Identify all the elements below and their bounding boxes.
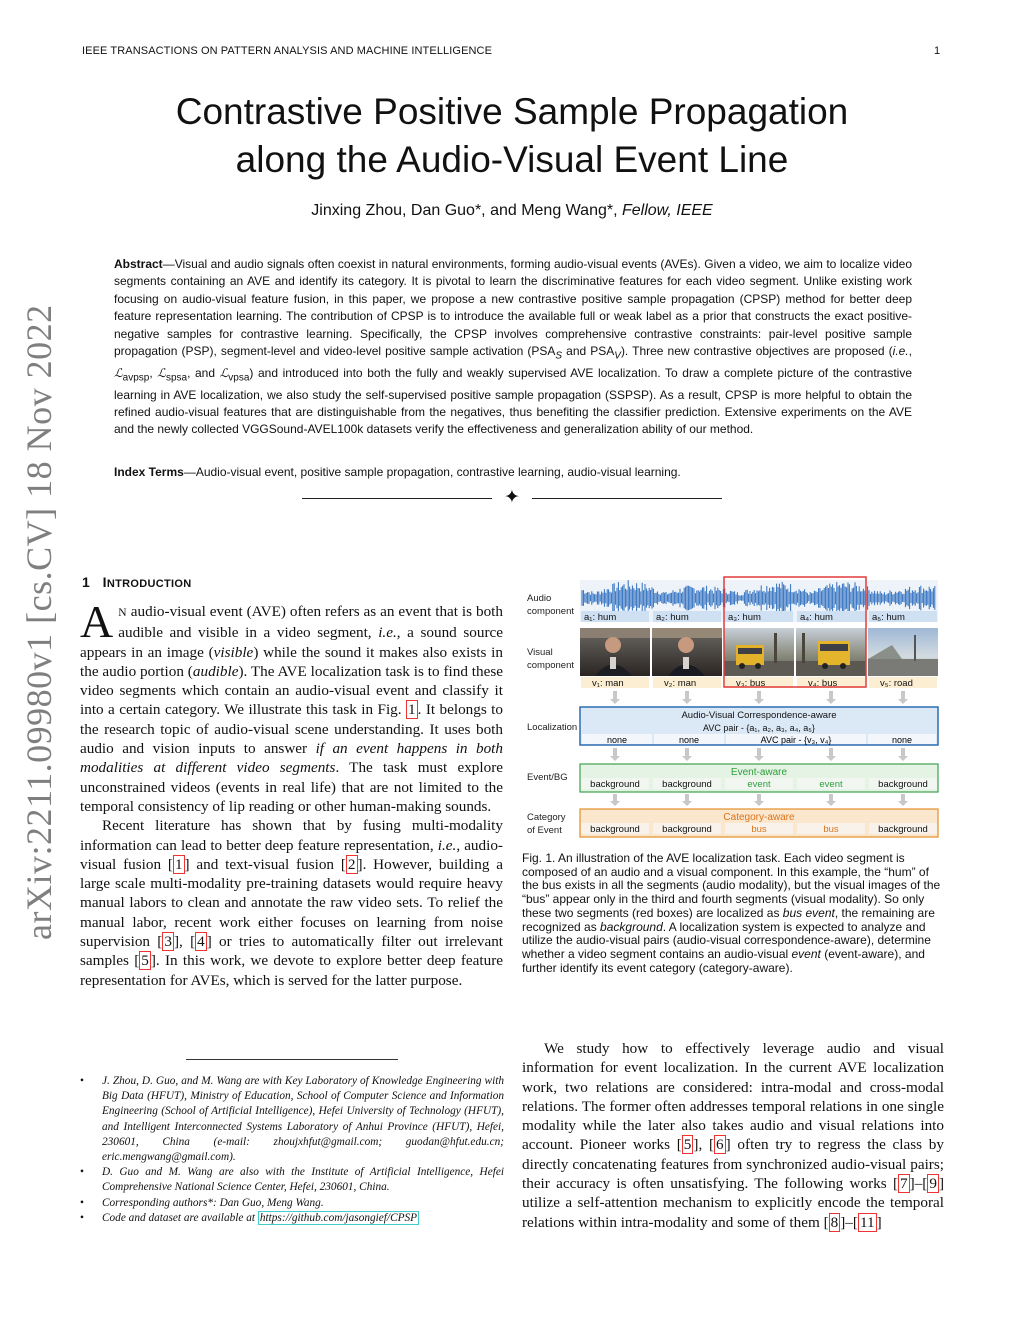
down-arrow-icon bbox=[898, 748, 908, 761]
cell-label: background bbox=[662, 779, 712, 790]
caption-text: Fig. 1. An illustration of the AVE localization task. Each video segment is composed of an audio and a visual component. In this example, the “hum” of the bus exists in all the segments (audio modality), but the visual images of the “bus” appear only in the third and fourth segments (visual modality). So only these two segments (red boxes) are localized as bbox=[522, 851, 941, 920]
down-arrow-icon bbox=[610, 794, 620, 806]
category-title: Category-aware bbox=[723, 812, 795, 823]
citation-link[interactable]: 7 bbox=[900, 1175, 908, 1193]
body-text: , bbox=[698, 1136, 709, 1154]
cell-label: background bbox=[878, 779, 928, 790]
intro-text: . It belongs to the research topic of audio-visual scene understanding. It uses both audio and vision inputs to answer bbox=[80, 701, 503, 758]
fig-ref-link[interactable]: 1 bbox=[408, 701, 416, 719]
audio-tag-label: a₄: hum bbox=[800, 612, 833, 623]
citation-link[interactable]: 5 bbox=[141, 952, 149, 970]
lead-letter: N bbox=[118, 607, 127, 619]
index-terms-text: —Audio-visual event, positive sample propagation, contrastive learning, audio-visual learning. bbox=[183, 465, 681, 479]
code-link[interactable]: https://github.com/jasongief/CPSP bbox=[259, 1211, 418, 1224]
intro-text: audio-visual event (AVE) often refers as an event that is both audible and visible in a video segment, bbox=[118, 603, 503, 642]
body-text: – bbox=[845, 1213, 853, 1231]
abstract-text-a: —Visual and audio signals often coexist in natural environments, forming audio-visual events (AVEs). Given a video, we aim to localize video segments containing an AVE and identify its category. It is pivotal to learn the discriminative features for each video segment. Unlike existing work focusing on audio-visual feature fusion, in this paper, we propose a new contrastive positive sample propagation (CPSP) method for better deep feature representation learning. The contribution of CPSP is to introduce the available full or weak label as a prior that constructs the exact positive-negative samples for contrastive learning. Specifically, the CPSP involves comprehensive contrastive constraints: pair-level positive sample propagation (PSP), segment-level and video-level positive sample activation (PSA bbox=[114, 257, 912, 359]
caption-event: event bbox=[791, 946, 821, 961]
footnote-rule bbox=[186, 1059, 398, 1060]
down-arrow-icon bbox=[754, 794, 764, 806]
caption-text: , the remaining are recognized as bbox=[522, 905, 935, 934]
section-rest: NTRODUCTION bbox=[106, 578, 192, 590]
visual-tag-label: v₅: road bbox=[880, 678, 913, 689]
label-category-1: Category bbox=[527, 812, 566, 823]
authors bbox=[100, 202, 924, 220]
index-terms-label: Index Terms bbox=[114, 465, 184, 479]
footnote-3: • Corresponding authors*: Dan Guo, Meng Wang. bbox=[102, 1196, 504, 1211]
cell-label: background bbox=[662, 824, 712, 835]
label-category-2: of Event bbox=[527, 825, 562, 836]
cell-label: event bbox=[747, 779, 771, 790]
paper-title bbox=[100, 88, 924, 184]
frame-4 bbox=[796, 628, 866, 676]
intro-text: and text-visual fusion bbox=[189, 855, 341, 873]
right-paragraph: We study how to effectively leverage audio and visual information for event localization. In the current AVE localization work, two relations are considered: intra-modal and cross-modal relations. The former often addresses temporal relations in one single modality while the later also takes audio and visual relations into account. Pioneer works [ 5 ], [ 6 ] often try to regress the class by directly concatenating features from synchronized audio-visual pairs; their accuracy is often unsatisfying. The following works [ 7 ]–[ 9 ] utilize a self-attention mechanism to explicitly encode the temporal relations within intra-modality and some of them [ 8 ]–[ 11 ] bbox=[522, 1040, 944, 1231]
page-number: 1 bbox=[934, 45, 941, 57]
loss-spsa: spsa bbox=[165, 372, 188, 384]
label-event-bg: Event/BG bbox=[527, 772, 568, 783]
intro-text: Recent literature has shown that by fusing multi-modality information can lead to better deep feature representation, bbox=[80, 817, 503, 854]
avc-title: Audio-Visual Correspondence-aware bbox=[681, 710, 837, 721]
section-divider bbox=[302, 486, 722, 509]
visual-tag-label: v₂: man bbox=[664, 678, 697, 689]
caption-text: (event-aware), and further identify its event category (category-aware). bbox=[522, 946, 925, 975]
citation-link[interactable]: 1 bbox=[174, 855, 183, 873]
abstract-text-c: ). Three new contrastive objectives are proposed ( bbox=[620, 344, 893, 359]
body-text: – bbox=[914, 1175, 923, 1193]
down-arrow-icon bbox=[826, 794, 836, 806]
visual-tag-label: v₃: bus bbox=[736, 678, 766, 689]
avc-pair-all: AVC pair - {a₁, a₂, a₃, a₄, a₅} bbox=[703, 723, 815, 733]
cell-label: bus bbox=[751, 824, 767, 835]
video-frames bbox=[580, 628, 938, 676]
intro-text: , a sound source appears in an image ( bbox=[80, 624, 503, 661]
label-visual-2: component bbox=[527, 660, 575, 671]
divider-star-icon: ✦ bbox=[504, 486, 520, 508]
psa-v-sub: V bbox=[614, 350, 621, 362]
frame-5 bbox=[868, 628, 938, 676]
citation-link[interactable]: 2 bbox=[347, 855, 356, 873]
abstract-text-e: ) and introduced into both the fully and weakly supervised AVE localization. To draw a complete picture of the contrastive learning in AVE localization, we also study the self-supervised positive sample propagation (SSPSP). As a result, CPSP is more helpful to obtain the refined audio-visual features that are distinguishable from the negatives, thus benefiting the classifier prediction. Extensive experiments on the AVE and the newly collected VGGSound-AVEL100k datasets verify the effectiveness and generalization ability of our method. bbox=[114, 365, 912, 437]
down-arrow-icon bbox=[898, 691, 908, 704]
caption-background: background bbox=[600, 919, 663, 934]
body-text: We study how to effectively leverage audio and visual information for event localization. In the current AVE localization work, two relations are considered: intra-modal and cross-modal relations. The former often addresses temporal relations in one single modality while the later also takes audio and visual relations into account. Pioneer works bbox=[522, 1040, 944, 1154]
title-line-2: along the Audio-Visual Event Line bbox=[235, 139, 789, 180]
avc-none-5: none bbox=[891, 735, 913, 745]
caption-text: . A localization system is expected to analyze and utilize the audio-visual pairs (audio-visual correspondence-aware), determine whether a video segment contains an audio-visual bbox=[522, 919, 931, 961]
running-head: IEEE TRANSACTIONS ON PATTERN ANALYSIS AND MACHINE INTELLIGENCE bbox=[82, 45, 493, 57]
loss-avpsp: avpsp bbox=[122, 372, 150, 384]
intro-text: . In this work, we devote to explore better deep feature representation for AVEs, which is served for the latter purpose. bbox=[80, 952, 503, 989]
abstract: Abstract—Visual and audio signals often coexist in natural environments, forming audio-visual events (AVEs). Given a video, we aim to localize video segments containing an AVE and identify its category. It is pivotal to learn the discriminative features for each video segment. Unlike existing work focusing on audio-visual feature fusion, in this paper, we propose a new contrastive positive sample propagation (CPSP) method for better deep feature representation learning. The contribution of CPSP is to introduce the available full or weak label as a prior that constructs the exact positive-negative samples for contrastive learning. Specifically, the CPSP involves comprehensive contrastive constraints: pair-level positive sample propagation (PSP), segment-level and video-level positive sample activation ($PSA_S$ and $PSA_V$). Three new contrastive objectives are proposed (i.e., ℒ$_{avpsp}$, ℒ$_{spsa}$, and ℒ$_{vpsa}$) and introduced into both the fully and weakly supervised AVE localization. To draw a complete picture of the contrastive learning in AVE localization, we also study the self-supervised positive sample propagation (SSPSP). As a result, CPSP is more helpful to obtain the refined audio-visual features that are distinguishable from the negatives, thus benefiting the classifier prediction. Extensive experiments on the AVE and the newly collected VGGSound-AVEL100k datasets verify the effectiveness and generalization ability of our method. bbox=[114, 257, 913, 437]
abstract-text-d: , bbox=[908, 344, 913, 359]
footnote-1: • J. Zhou, D. Guo, and M. Wang are with Key Laboratory of Knowledge Engineering with Big Data (HFUT), Ministry of Education, School of Computer Science and Information Engineering (School of Artificial Intelligence), Hefei University of Technology (HFUT), and Intelligent Interconnected Systems Laboratory of Anhui Province (HFUT), Hefei, 230601, China (e-mail: zhoujxhfut@gmail.com; guodan@hfut.edu.cn; eric.mengwang@gmail.com). bbox=[102, 1074, 504, 1165]
citation-link[interactable]: 4 bbox=[197, 933, 205, 951]
index-terms bbox=[114, 465, 912, 479]
citation-link[interactable]: 3 bbox=[164, 933, 172, 951]
event-title: Event-aware bbox=[730, 767, 788, 778]
cell-label: background bbox=[590, 779, 640, 790]
intro-text: . However, building a large scale multi-modality pre-training datasets would require heavy manual labors to clean and annotate the raw video sets. To relief the manual labor, recent work either focuses on learning from noise supervision bbox=[80, 855, 504, 951]
arxiv-stamp: arXiv:2211.09980v1 [cs.CV] 18 Nov 2022 bbox=[19, 304, 59, 940]
down-arrow-icon bbox=[754, 691, 764, 704]
section-number: 1 bbox=[82, 574, 91, 590]
audio-tag-label: a₁: hum bbox=[584, 612, 617, 623]
footnote-4-lead: Code and dataset are available at bbox=[102, 1211, 258, 1224]
question-text: if an event happens in both modalities at different video segments bbox=[80, 740, 503, 777]
audio-tag-label: a₂: hum bbox=[656, 612, 689, 623]
section-heading bbox=[82, 574, 191, 590]
down-arrow-icon bbox=[898, 794, 908, 806]
audio-tag-label: a₅: hum bbox=[872, 612, 905, 623]
abstract-text-b: and PSA bbox=[562, 344, 615, 359]
label-audio-2: component bbox=[527, 606, 575, 617]
author-fellow: Fellow, IEEE bbox=[622, 202, 713, 219]
visible-term: visible bbox=[213, 643, 254, 661]
visual-tag-label: v₄: bus bbox=[808, 678, 838, 689]
abstract-label: Abstract bbox=[114, 257, 163, 271]
figure-1 bbox=[522, 575, 942, 840]
intro-paragraph-1 bbox=[80, 596, 503, 816]
event-cells bbox=[581, 778, 937, 790]
footnote-4 bbox=[102, 1211, 504, 1226]
citation-link[interactable]: 8 bbox=[830, 1213, 839, 1231]
intro-text: ). The AVE localization task is to find these video segments which contain an audio-visual event and classify it into a certain category. We illustrate this task in Fig. bbox=[80, 662, 503, 719]
avc-pair-34: AVC pair - {v₃, v₄} bbox=[760, 735, 832, 745]
avc-none-2: none bbox=[678, 735, 700, 745]
citation-link[interactable]: 9 bbox=[929, 1175, 937, 1193]
cell-label: bus bbox=[823, 824, 839, 835]
down-arrow-icon bbox=[682, 748, 692, 761]
cell-label: background bbox=[878, 824, 928, 835]
frame-2 bbox=[652, 628, 722, 676]
loss-vpsa: vpsa bbox=[228, 372, 250, 384]
body-text: utilize a self-attention mechanism to explicitly encode the temporal relations within intra-modality and some of them bbox=[522, 1194, 944, 1231]
intro-text: , audio-visual fusion bbox=[80, 836, 503, 873]
ie: i.e. bbox=[437, 836, 457, 854]
down-arrow-icon bbox=[754, 748, 764, 761]
psa-s-sub: S bbox=[555, 350, 563, 362]
citation-link[interactable]: 6 bbox=[716, 1136, 724, 1154]
figure-caption bbox=[522, 852, 944, 975]
abstract-ie: i.e. bbox=[892, 344, 909, 359]
frame-3 bbox=[724, 628, 794, 676]
audio-tag-label: a₃: hum bbox=[728, 612, 761, 623]
title-line-1: Contrastive Positive Sample Propagation bbox=[175, 91, 849, 132]
cell-label: event bbox=[819, 779, 843, 790]
body-text: often try to regress the class by directly concatenating features from synchronized audio-visual pairs; their accuracy is often unsatisfying. The following works bbox=[522, 1136, 944, 1193]
dropcap: A bbox=[80, 596, 114, 647]
ie: i.e. bbox=[378, 624, 397, 642]
intro-text: . The task must explore unconstrained videos (events in real life) that are not limited to the temporal consistency of lip reading or other human-making sounds. bbox=[80, 759, 503, 815]
visual-tag-label: v₁: man bbox=[592, 678, 624, 689]
down-arrow-icon bbox=[682, 794, 692, 806]
frame-1 bbox=[580, 628, 650, 676]
cell-label: background bbox=[590, 824, 640, 835]
category-cells bbox=[581, 823, 937, 835]
audio-tags bbox=[581, 611, 937, 623]
down-arrow-icon bbox=[610, 748, 620, 761]
intro-text: ) while the sound it makes also exists in the audio portion ( bbox=[80, 643, 503, 680]
intro-paragraph-2: Recent literature has shown that by fusing multi-modality information can lead to better deep feature representation, i.e., audio-visual fusion [ 1 ] and text-visual fusion [ 2 ]. However, building a large scale multi-modality pre-training datasets would require heavy manual labors to clean and annotate the raw video sets. To relief the manual labor, recent work either focuses on learning from noise supervision [ 3 ], [ 4 ] or tries to automatically filter out irrelevant samples [ 5 ]. In this work, we devote to explore better deep feature representation for AVEs, which is served for the latter purpose. bbox=[80, 817, 504, 989]
down-arrow-icon bbox=[826, 691, 836, 704]
intro-text: or tries to automatically filter out irrelevant samples bbox=[80, 933, 504, 970]
caption-bus-event: bus event bbox=[782, 905, 835, 920]
down-arrow-icon bbox=[682, 691, 692, 704]
citation-link[interactable]: 11 bbox=[859, 1213, 875, 1231]
footnotes bbox=[80, 1074, 504, 1226]
audible-term: audible bbox=[192, 662, 239, 680]
label-visual-1: Visual bbox=[527, 647, 553, 658]
down-arrow-icon bbox=[826, 748, 836, 761]
author-names: Jinxing Zhou, Dan Guo*, and Meng Wang*, bbox=[311, 202, 618, 219]
citation-link[interactable]: 5 bbox=[683, 1136, 692, 1154]
right-column bbox=[522, 1039, 944, 1232]
down-arrow-icon bbox=[610, 691, 620, 704]
label-audio-1: Audio bbox=[527, 593, 552, 604]
avc-none-1: none bbox=[606, 735, 628, 745]
section-first-letter: I bbox=[102, 574, 107, 590]
intro-column bbox=[80, 596, 504, 990]
intro-text: , bbox=[179, 933, 191, 951]
label-localization: Localization bbox=[527, 722, 578, 733]
footnote-2: • D. Guo and M. Wang are also with the Institute of Artificial Intelligence, Hefei Comprehensive National Science Center, Hefei, 230601, China. bbox=[102, 1165, 504, 1195]
